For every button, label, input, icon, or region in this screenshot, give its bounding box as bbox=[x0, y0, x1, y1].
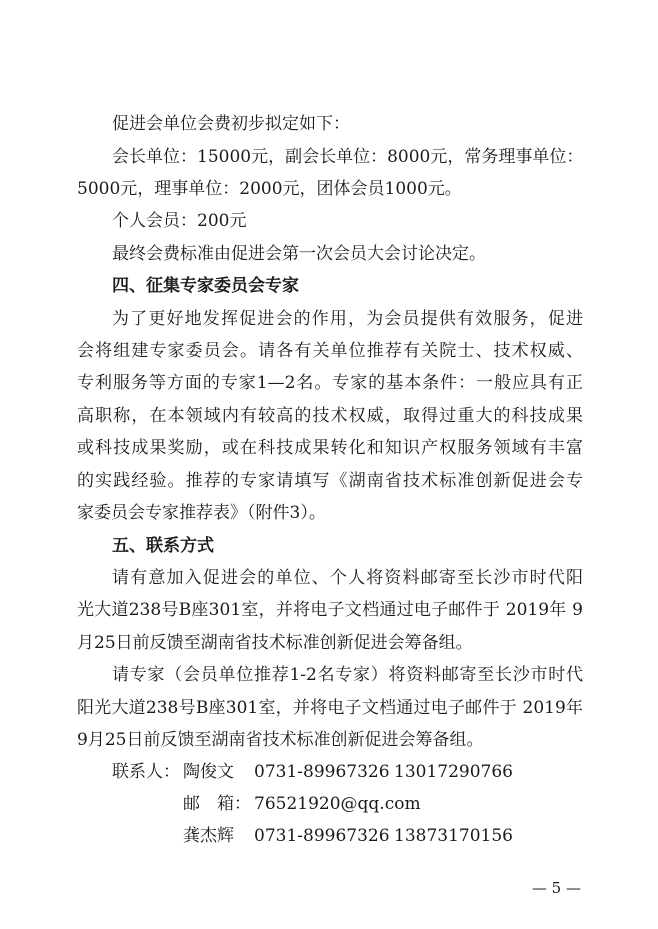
section-5-para-1-line: 月25日前反馈至湖南省技术标准创新促进会筹备组。 bbox=[77, 633, 473, 653]
section-4-line: 或科技成果奖励，或在科技成果转化和知识产权服务领域有丰富 bbox=[77, 438, 583, 458]
fees-line-2: 5000元，理事单位：2000元，团体会员1000元。 bbox=[77, 179, 462, 199]
contact-person-1-name: 陶俊文 bbox=[183, 762, 234, 782]
section-4-line: 家委员会专家推荐表》（附件3）。 bbox=[77, 503, 326, 523]
contact-person-1-mobile: 13017290766 bbox=[394, 762, 513, 782]
section-5-para-1-line: 光大道238号B座301室，并将电子文档通过电子邮件于 2019年 9 bbox=[77, 600, 583, 620]
contact-person-2-phone: 0731-89967326 bbox=[254, 826, 390, 846]
section-4-line: 会将组建专家委员会。请各有关单位推荐有关院士、技术权威、 bbox=[77, 341, 583, 361]
section-4-line: 专利服务等方面的专家1—2名。专家的基本条件：一般应具有正 bbox=[77, 373, 583, 393]
section-4-line: 高职称，在本领域内有较高的技术权威，取得过重大的科技成果 bbox=[77, 406, 583, 426]
page-number: — 5 — bbox=[531, 879, 581, 897]
section-4-heading: 四、征集专家委员会专家 bbox=[112, 276, 299, 296]
fees-individual: 个人会员：200元 bbox=[112, 211, 247, 231]
section-5-para-2-line: 阳光大道238号B座301室，并将电子文档通过电子邮件于 2019年 bbox=[77, 698, 583, 718]
contact-label: 联系人： bbox=[112, 762, 180, 782]
section-5-para-1-line: 请有意加入促进会的单位、个人将资料邮寄至长沙市时代阳 bbox=[112, 568, 583, 588]
contact-person-1-phone: 0731-89967326 bbox=[254, 762, 390, 782]
section-5-heading: 五、联系方式 bbox=[112, 536, 214, 556]
section-5-para-2-line: 请专家（会员单位推荐1-2名专家）将资料邮寄至长沙市时代 bbox=[112, 665, 583, 685]
fees-final: 最终会费标准由促进会第一次会员大会讨论决定。 bbox=[112, 244, 486, 264]
contact-person-2-mobile: 13873170156 bbox=[394, 826, 513, 846]
section-5-para-2-line: 9月25日前反馈至湖南省技术标准创新促进会筹备组。 bbox=[77, 730, 484, 750]
section-4-line: 为了更好地发挥促进会的作用，为会员提供有效服务，促进 bbox=[112, 309, 583, 329]
section-4-line: 的实践经验。推荐的专家请填写《湖南省技术标准创新促进会专 bbox=[77, 471, 583, 491]
contact-person-2-name: 龚杰辉 bbox=[183, 826, 234, 846]
contact-email: 76521920@qq.com bbox=[254, 794, 421, 814]
contact-email-label: 邮 箱： bbox=[183, 794, 251, 814]
fees-intro: 促进会单位会费初步拟定如下： bbox=[112, 114, 350, 134]
fees-line-1: 会长单位：15000元，副会长单位：8000元，常务理事单位： bbox=[112, 147, 584, 167]
